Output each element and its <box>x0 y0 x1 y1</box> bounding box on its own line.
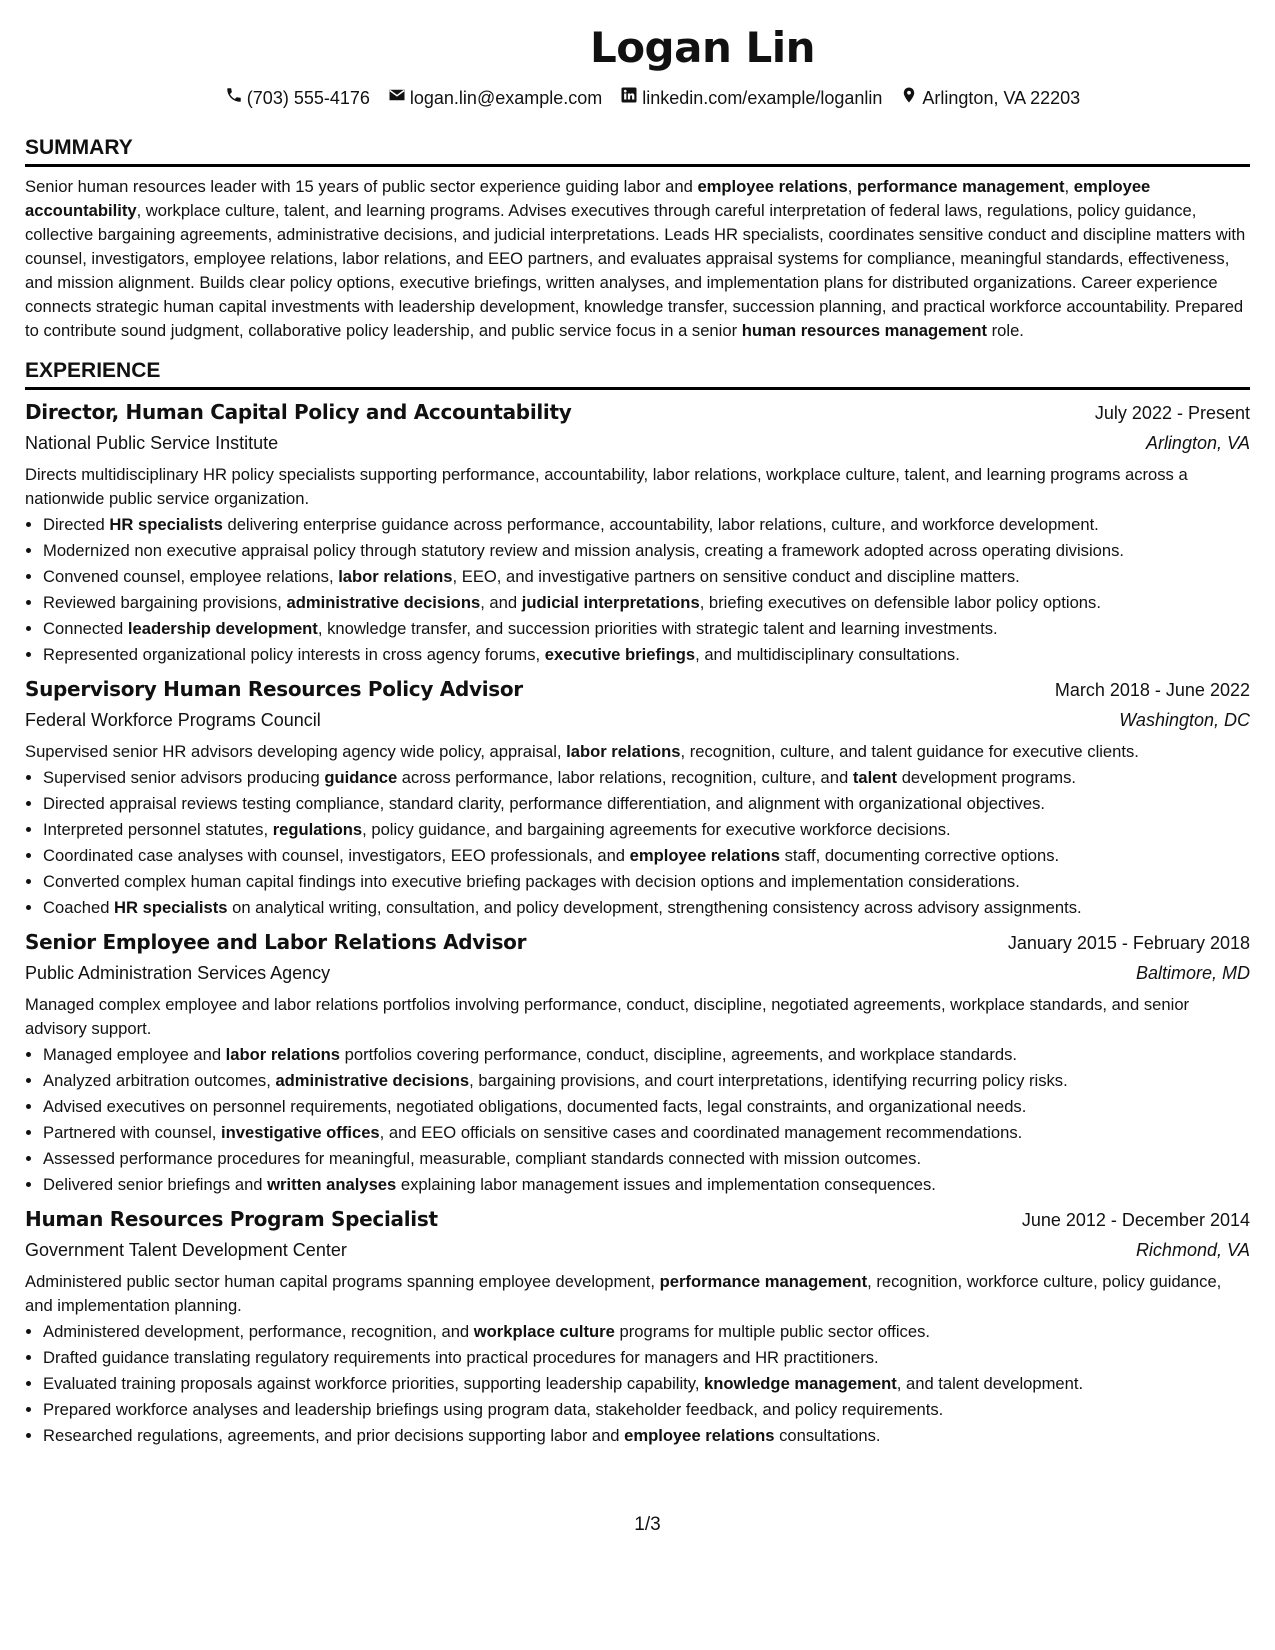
bullet-item <box>43 1173 1250 1197</box>
bullet-item <box>43 539 1250 563</box>
job-header <box>25 1205 1250 1234</box>
bullet-item <box>43 818 1250 842</box>
text-span: Represented organizational policy interests in cross agency forums, <box>43 645 545 664</box>
text-span: delivering enterprise guidance across performance, accountability, labor relations, culture, and workforce development. <box>222 515 1099 534</box>
text-span: Researched regulations, agreements, and prior decisions supporting labor and <box>43 1426 625 1445</box>
text-span: Modernized non executive appraisal policy through statutory review and mission analysis, creating a framework adopted across operating divisions. <box>43 541 1125 560</box>
text-span: Administered public sector human capital programs spanning employee development, <box>25 1272 660 1291</box>
job-dates: July 2022 - Present <box>1094 403 1250 423</box>
text-span: explaining labor management issues and implementation consequences. <box>396 1175 936 1194</box>
bullet-item <box>43 565 1250 589</box>
text-span: , workplace culture, talent, and learning programs. Advises executives through careful interpretation of federal laws, regulations, policy guidance, collective bargaining agreements, administrative decisions, and judicial interpretations. Leads HR specialists, coordinates sensitive conduct and discipline matters with counsel, investigators, employee relations, labor relations, and EEO partners, and evaluates appraisal systems for compliance, meaningful standards, effectiveness, and mission alignment. Builds clear policy options, executive briefings, written analyses, and implementation plans for distributed organizations. Career experience connects strategic human capital investments with leadership development, knowledge transfer, succession planning, and practical workforce accountability. Prepared to contribute sound judgment, collaborative policy leadership, and public service focus in a senior <box>25 201 1246 340</box>
text-span: across performance, labor relations, recognition, culture, and <box>397 768 853 787</box>
bold-keyword: employee relations <box>697 177 848 196</box>
bold-keyword: performance management <box>857 177 1065 196</box>
text-span: staff, documenting corrective options. <box>779 846 1060 865</box>
job-organization: Government Talent Development Center <box>25 1240 347 1260</box>
bold-keyword: labor relations <box>566 742 681 761</box>
bullet-item <box>43 1069 1250 1093</box>
text-span: Interpreted personnel statutes, <box>43 820 273 839</box>
text-span: , policy guidance, and bargaining agreements for executive workforce decisions. <box>362 820 951 839</box>
job-description: Directs multidisciplinary HR policy specialists supporting performance, accountability, labor relations, workplace culture, talent, and learning programs across a nationwide public service organization. <box>25 465 1188 508</box>
job-location: Washington, DC <box>1119 710 1250 730</box>
text-span: Supervised senior advisors producing <box>43 768 325 787</box>
location-text: Arlington, VA 22203 <box>922 88 1081 108</box>
summary-heading: SUMMARY <box>25 136 1250 167</box>
bullet-item <box>43 513 1250 537</box>
bullet-item <box>43 792 1250 816</box>
job-subheader <box>25 706 1250 734</box>
text-span: , recognition, culture, and talent guidance for executive clients. <box>680 742 1139 761</box>
text-span: , and EEO officials on sensitive cases and coordinated management recommendations. <box>379 1123 1023 1142</box>
job-title: Senior Employee and Labor Relations Advisor <box>25 930 527 954</box>
job-location: Baltimore, MD <box>1135 963 1250 983</box>
bullet-item <box>43 643 1250 667</box>
job-bullets <box>25 766 1250 920</box>
bold-keyword: leadership development <box>127 619 318 638</box>
bullet-item <box>43 1121 1250 1145</box>
job-header <box>25 928 1250 957</box>
text-span: programs for multiple public sector offices. <box>614 1322 930 1341</box>
bold-keyword: investigative offices <box>221 1123 380 1142</box>
bullet-item <box>43 617 1250 641</box>
job-entry <box>25 398 1250 667</box>
phone-icon <box>225 86 243 110</box>
bold-keyword: employee accountability <box>25 177 1151 220</box>
bold-keyword: executive briefings <box>544 645 696 664</box>
job-subheader <box>25 1236 1250 1264</box>
bullet-item <box>43 896 1250 920</box>
text-span: Prepared workforce analyses and leadership briefings using program data, stakeholder feedback, and policy requirements. <box>43 1400 944 1419</box>
map-pin-icon <box>900 86 918 110</box>
bold-keyword: labor relations <box>225 1045 341 1064</box>
bold-keyword: knowledge management <box>704 1374 897 1393</box>
job-subheader <box>25 959 1250 987</box>
bold-keyword: written analyses <box>267 1175 397 1194</box>
text-span: portfolios covering performance, conduct, discipline, agreements, and workplace standards. <box>340 1045 1018 1064</box>
bold-keyword: judicial interpretations <box>521 593 700 612</box>
envelope-icon <box>388 86 406 110</box>
contact-email[interactable] <box>388 86 602 110</box>
bold-keyword: labor relations <box>338 567 453 586</box>
text-span: Coordinated case analyses with counsel, investigators, EEO professionals, and <box>43 846 630 865</box>
job-title: Human Resources Program Specialist <box>25 1207 438 1231</box>
job-bullets <box>25 513 1250 667</box>
bold-keyword: performance management <box>659 1272 868 1291</box>
text-span: Evaluated training proposals against workforce priorities, supporting leadership capability, <box>43 1374 705 1393</box>
bold-keyword: regulations <box>272 820 363 839</box>
email-text[interactable]: logan.lin@example.com <box>409 88 603 108</box>
job-header <box>25 675 1250 704</box>
bold-keyword: employee relations <box>629 846 780 865</box>
phone-text: (703) 555-4176 <box>246 88 370 108</box>
linkedin-icon <box>620 86 638 110</box>
text-span: Reviewed bargaining provisions, <box>43 593 287 612</box>
job-location: Arlington, VA <box>1145 433 1250 453</box>
text-span: , and <box>480 593 522 612</box>
text-span: Directed <box>43 515 110 534</box>
text-span: , and talent development. <box>896 1374 1084 1393</box>
bold-keyword: HR specialists <box>109 515 223 534</box>
bullet-item <box>43 591 1250 615</box>
job-organization: Public Administration Services Agency <box>25 963 331 983</box>
job-organization: Federal Workforce Programs Council <box>25 710 321 730</box>
job-header <box>25 398 1250 427</box>
text-span: , and multidisciplinary consultations. <box>695 645 960 664</box>
job-description: Managed complex employee and labor relations portfolios involving performance, conduct, discipline, negotiated agreements, workplace standards, and senior advisory support. <box>25 995 1190 1038</box>
text-span: , knowledge transfer, and succession priorities with strategic talent and learning investments. <box>317 619 998 638</box>
contact-location <box>900 86 1080 110</box>
page-number: 1/3 <box>634 1514 661 1535</box>
job-entry <box>25 928 1250 1197</box>
bold-keyword: talent <box>852 768 898 787</box>
text-span: Delivered senior briefings and <box>43 1175 268 1194</box>
text-span: Assessed performance procedures for meaningful, measurable, compliant standards connected with mission outcomes. <box>43 1149 922 1168</box>
text-span: , <box>1064 177 1074 196</box>
contact-linkedin[interactable] <box>620 86 882 110</box>
job-entry <box>25 675 1250 920</box>
text-span: Connected <box>43 619 128 638</box>
bold-keyword: employee relations <box>624 1426 775 1445</box>
bullet-item <box>43 1346 1250 1370</box>
text-span: , <box>847 177 857 196</box>
text-span: consultations. <box>774 1426 881 1445</box>
bullet-item <box>43 1043 1250 1067</box>
text-span: Senior human resources leader with 15 years of public sector experience guiding labor and <box>25 177 698 196</box>
job-dates: January 2015 - February 2018 <box>1007 933 1250 953</box>
text-span: Coached <box>43 898 115 917</box>
text-span: role. <box>987 321 1024 340</box>
text-span: , EEO, and investigative partners on sensitive conduct and discipline matters. <box>452 567 1020 586</box>
job-description <box>25 1270 1250 1318</box>
bullet-item <box>43 766 1250 790</box>
bold-keyword: administrative decisions <box>286 593 481 612</box>
bullet-item <box>43 1320 1250 1344</box>
bold-keyword: workplace culture <box>473 1322 615 1341</box>
bullet-item <box>43 1147 1250 1171</box>
job-title: Supervisory Human Resources Policy Advisor <box>25 677 523 701</box>
job-description <box>25 740 1250 764</box>
text-span: Drafted guidance translating regulatory requirements into practical procedures for managers and HR practitioners. <box>43 1348 879 1367</box>
summary-text <box>25 175 1250 343</box>
text-span: , recognition, workforce culture, policy guidance, and implementation planning. <box>25 1272 1222 1315</box>
job-bullets <box>25 1043 1250 1197</box>
job-dates: June 2012 - December 2014 <box>1021 1210 1250 1230</box>
bullet-item <box>43 844 1250 868</box>
bullet-item <box>43 1095 1250 1119</box>
contact-phone <box>225 86 370 110</box>
bold-keyword: administrative decisions <box>275 1071 470 1090</box>
bold-keyword: HR specialists <box>114 898 228 917</box>
text-span: Partnered with counsel, <box>43 1123 222 1142</box>
job-bullets <box>25 1320 1250 1448</box>
candidate-name: Logan Lin <box>589 23 816 72</box>
experience-heading: EXPERIENCE <box>25 359 1250 390</box>
text-span: , bargaining provisions, and court interpretations, identifying recurring policy risks. <box>469 1071 1068 1090</box>
bullet-item <box>43 1424 1250 1448</box>
linkedin-text[interactable]: linkedin.com/example/loganlin <box>642 88 883 108</box>
job-location: Richmond, VA <box>1135 1240 1250 1260</box>
contact-bar <box>25 86 1250 110</box>
job-dates: March 2018 - June 2022 <box>1054 680 1250 700</box>
job-entry <box>25 1205 1250 1448</box>
job-organization: National Public Service Institute <box>25 433 279 453</box>
text-span: Supervised senior HR advisors developing agency wide policy, appraisal, <box>25 742 567 761</box>
bold-keyword: human resources management <box>741 321 988 340</box>
bullet-item <box>43 1372 1250 1396</box>
text-span: Administered development, performance, recognition, and <box>43 1322 474 1341</box>
text-span: on analytical writing, consultation, and policy development, strengthening consistency across advisory assignments. <box>227 898 1082 917</box>
bullet-item <box>43 870 1250 894</box>
bold-keyword: guidance <box>324 768 398 787</box>
job-subheader <box>25 429 1250 457</box>
text-span: Analyzed arbitration outcomes, <box>43 1071 276 1090</box>
job-title: Director, Human Capital Policy and Accountability <box>25 400 572 424</box>
text-span: Directed appraisal reviews testing compliance, standard clarity, performance differentiation, and alignment with organizational objectives. <box>43 794 1045 813</box>
text-span: , briefing executives on defensible labor policy options. <box>699 593 1101 612</box>
bullet-item <box>43 1398 1250 1422</box>
experience-list <box>25 398 1250 1448</box>
text-span: Advised executives on personnel requirements, negotiated obligations, documented facts, legal constraints, and organizational needs. <box>43 1097 1027 1116</box>
text-span: Convened counsel, employee relations, <box>43 567 339 586</box>
text-span: Converted complex human capital findings into executive briefing packages with decision options and implementation considerations. <box>43 872 1020 891</box>
text-span: Managed employee and <box>43 1045 226 1064</box>
text-span: development programs. <box>897 768 1077 787</box>
